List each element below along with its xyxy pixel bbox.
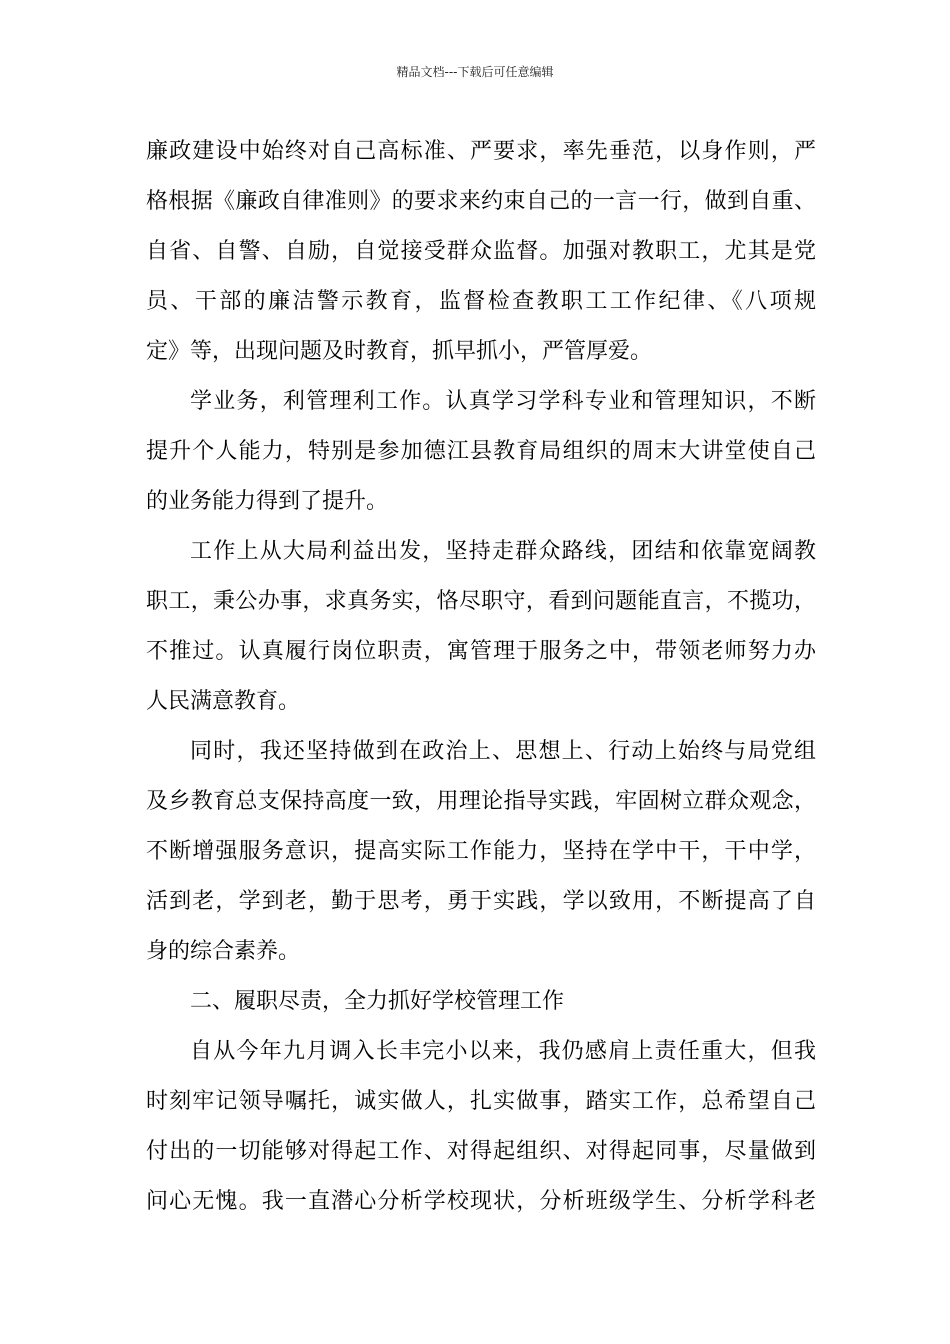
text-line: 提升个人能力，特别是参加德江县教育局组织的周末大讲堂使自己 bbox=[146, 439, 816, 464]
text-line: 人民满意教育。 bbox=[146, 689, 301, 714]
text-line: 付出的一切能够对得起工作、对得起组织、对得起同事，尽量做到 bbox=[146, 1139, 816, 1164]
text-line: 身的综合素养。 bbox=[146, 939, 301, 964]
text-line: 学业务，利管理利工作。认真学习学科专业和管理知识，不断 bbox=[190, 389, 816, 414]
text-line: 二、履职尽责，全力抓好学校管理工作 bbox=[190, 989, 565, 1014]
text-line: 定》等，出现问题及时教育，抓早抓小，严管厚爱。 bbox=[146, 339, 653, 364]
text-line: 格根据《廉政自律准则》的要求来约束自己的一言一行，做到自重、 bbox=[146, 189, 816, 214]
page-header: 精品文档---下载后可任意编辑 bbox=[396, 65, 554, 79]
text-line: 同时，我还坚持做到在政治上、思想上、行动上始终与局党组 bbox=[190, 739, 816, 764]
text-line: 问心无愧。我一直潜心分析学校现状，分析班级学生、分析学科老 bbox=[146, 1189, 816, 1214]
text-line: 廉政建设中始终对自己高标准、严要求，率先垂范，以身作则，严 bbox=[146, 139, 816, 164]
text-line: 职工，秉公办事，求真务实，恪尽职守，看到问题能直言，不揽功， bbox=[146, 589, 816, 614]
text-line: 员、干部的廉洁警示教育，监督检查教职工工作纪律、《八项规 bbox=[146, 289, 816, 314]
document-body bbox=[146, 127, 816, 1227]
text-line: 活到老，学到老，勤于思考，勇于实践，学以致用，不断提高了自 bbox=[146, 889, 816, 914]
text-line: 不断增强服务意识，提高实际工作能力，坚持在学中干，干中学， bbox=[146, 839, 816, 864]
text-line: 自省、自警、自励，自觉接受群众监督。加强对教职工，尤其是党 bbox=[146, 239, 816, 264]
text-line: 不推过。认真履行岗位职责，寓管理于服务之中，带领老师努力办 bbox=[146, 639, 816, 664]
text-line: 及乡教育总支保持高度一致，用理论指导实践，牢固树立群众观念， bbox=[146, 789, 816, 814]
text-line: 工作上从大局利益出发，坚持走群众路线，团结和依靠宽阔教 bbox=[190, 539, 816, 564]
text-line: 时刻牢记领导嘱托，诚实做人，扎实做事，踏实工作，总希望自己 bbox=[146, 1089, 816, 1114]
text-line: 自从今年九月调入长丰完小以来，我仍感肩上责任重大，但我 bbox=[190, 1039, 816, 1064]
text-line: 的业务能力得到了提升。 bbox=[146, 489, 389, 514]
